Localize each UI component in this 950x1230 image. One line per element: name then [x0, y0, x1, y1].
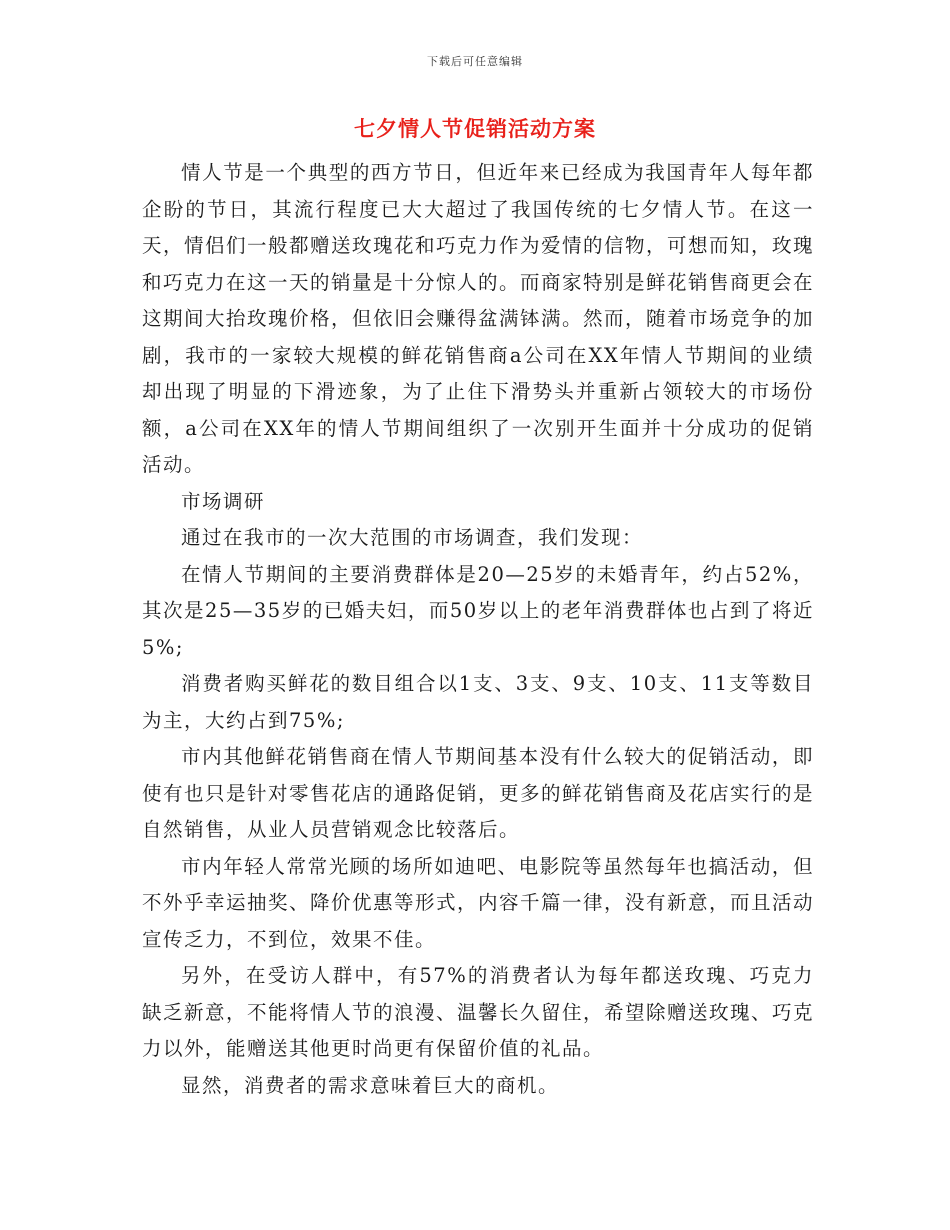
- paragraph-youth-venues: 市内年轻人常常光顾的场所如迪吧、电影院等虽然每年也搞活动，但不外乎幸运抽奖、降价优惠等形式，内容千篇一律，没有新意，而且活动宣传乏力，不到位，效果不佳。: [142, 854, 815, 951]
- paragraph-conclusion: 显然，消费者的需求意味着巨大的商机。: [181, 1073, 560, 1097]
- paragraph-intro: 情人节是一个典型的西方节日，但近年来已经成为我国青年人每年都企盼的节日，其流行程度已大大超过了我国传统的七夕情人节。在这一天，情侣们一般都赠送玫瑰花和巧克力作为爱情的信物，可想而知，玫瑰和巧克力在这一天的销量是十分惊人的。而商家特别是鲜花销售商更会在这期间大抬玫瑰价格，但依旧会赚得盆满钵满。然而，随着市场竞争的加剧，我市的一家较大规模的鲜花销售商a公司在XX年情人节期间的业绩却出现了明显的下滑迹象，为了止住下滑势头并重新占领较大的市场份额，a公司在XX年的情人节期间组织了一次别开生面并十分成功的促销活动。: [142, 161, 815, 476]
- header-note: 下载后可任意编辑: [427, 55, 523, 68]
- paragraph-consumer-opinion: 另外，在受访人群中，有57%的消费者认为每年都送玫瑰、巧克力缺乏新意，不能将情人节的浪漫、温馨长久留住，希望除赠送玫瑰、巧克力以外，能赠送其他更时尚更有保留价值的礼品。: [142, 964, 815, 1060]
- paragraph-flower-counts: 消费者购买鲜花的数目组合以1支、3支、9支、10支、11支等数目为主，大约占到75%;: [142, 672, 814, 732]
- paragraph-consumer-groups: 在情人节期间的主要消费群体是20—25岁的未婚青年，约占52%，其次是25—35岁的已婚夫妇，而50岁以上的老年消费群体也占到了将近5%;: [142, 562, 814, 659]
- paragraph-competitors: 市内其他鲜花销售商在情人节期间基本没有什么较大的促销活动，即使有也只是针对零售花店的通路促销，更多的鲜花销售商及花店实行的是自然销售，从业人员营销观念比较落后。: [142, 745, 815, 841]
- document-body: [142, 155, 814, 1104]
- paragraph-survey-intro: 通过在我市的一次大范围的市场调查，我们发现：: [181, 526, 644, 549]
- document-title: 七夕情人节促销活动方案: [354, 116, 596, 141]
- section-heading-market-research: 市场调研: [181, 489, 266, 513]
